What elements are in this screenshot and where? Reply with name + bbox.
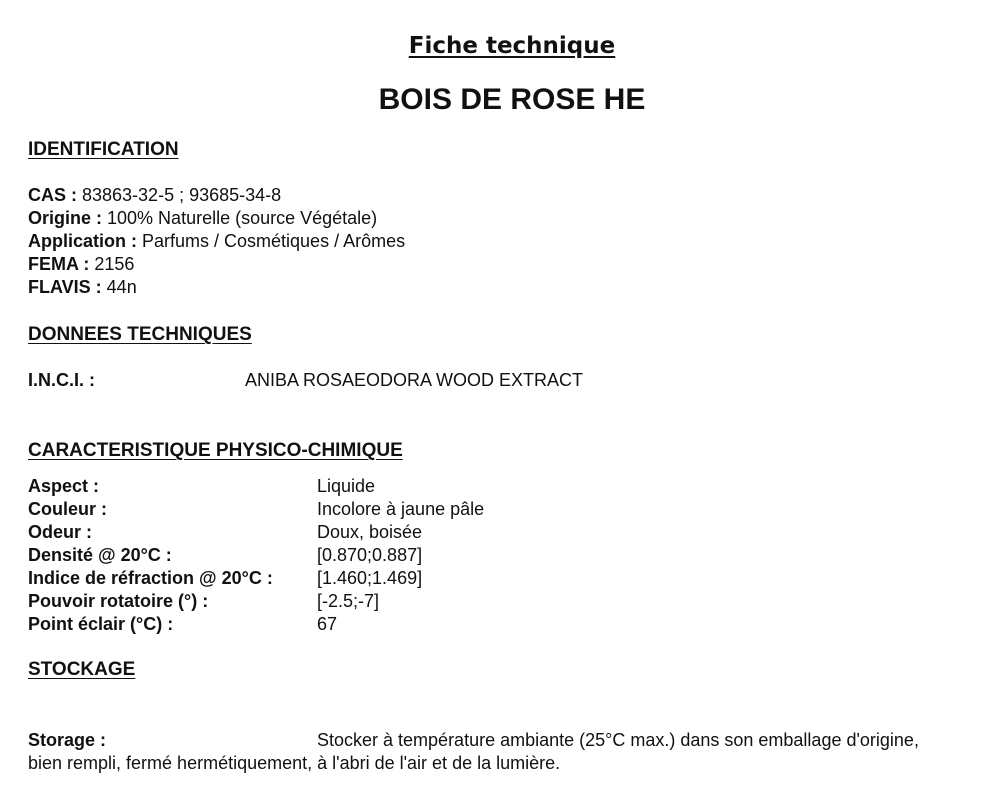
identification-application [28,230,405,253]
property-value-aspect: Liquide [317,476,376,496]
field-value: 100% Naturelle (source Végétale) [102,208,378,228]
product-name: BOIS DE ROSE HE [378,83,646,116]
property-value-indice-refraction: [1.460;1.469] [317,568,423,588]
storage-text-line2: bien rempli, fermé hermétiquement, à l'abri de l'air et de la lumière. [28,753,561,773]
section-heading-identification: IDENTIFICATION [28,139,179,160]
identification-cas [28,184,281,207]
document-title: Fiche technique [408,33,616,59]
field-value: Parfums / Cosmétiques / Arômes [137,231,406,251]
inci-value: ANIBA ROSAEODORA WOOD EXTRACT [245,370,584,390]
field-label: FLAVIS : [28,277,102,297]
field-value: 2156 [89,254,135,274]
field-label: Application : [28,231,137,251]
field-label: FEMA : [28,254,90,274]
property-label-odeur: Odeur : [28,522,93,542]
property-label-couleur: Couleur : [28,499,107,519]
storage-label: Storage : [28,730,107,750]
field-value: 44n [101,277,137,297]
property-value-point-eclair: 67 [317,614,338,634]
section-heading-caracteristique: CARACTERISTIQUE PHYSICO-CHIMIQUE [28,440,403,461]
identification-origine [28,207,377,230]
property-value-couleur: Incolore à jaune pâle [317,499,485,519]
property-label-indice-refraction: Indice de réfraction @ 20°C : [28,568,273,588]
identification-fema [28,253,134,276]
field-label: CAS : [28,185,77,205]
inci-label: I.N.C.I. : [28,370,95,390]
property-label-pouvoir-rotatoire: Pouvoir rotatoire (°) : [28,591,209,611]
section-heading-donnees-techniques: DONNEES TECHNIQUES [28,324,252,345]
property-value-densite: [0.870;0.887] [317,545,423,565]
property-label-densite: Densité @ 20°C : [28,545,172,565]
storage-text-line1: Stocker à température ambiante (25°C max.) dans son emballage d'origine, [317,730,919,750]
property-value-pouvoir-rotatoire: [-2.5;-7] [317,591,380,611]
field-value: 83863-32-5 ; 93685-34-8 [77,185,282,205]
section-heading-stockage: STOCKAGE [28,659,136,680]
property-label-point-eclair: Point éclair (°C) : [28,614,174,634]
identification-flavis [28,276,137,299]
property-value-odeur: Doux, boisée [317,522,423,542]
property-label-aspect: Aspect : [28,476,100,496]
field-label: Origine : [28,208,103,228]
